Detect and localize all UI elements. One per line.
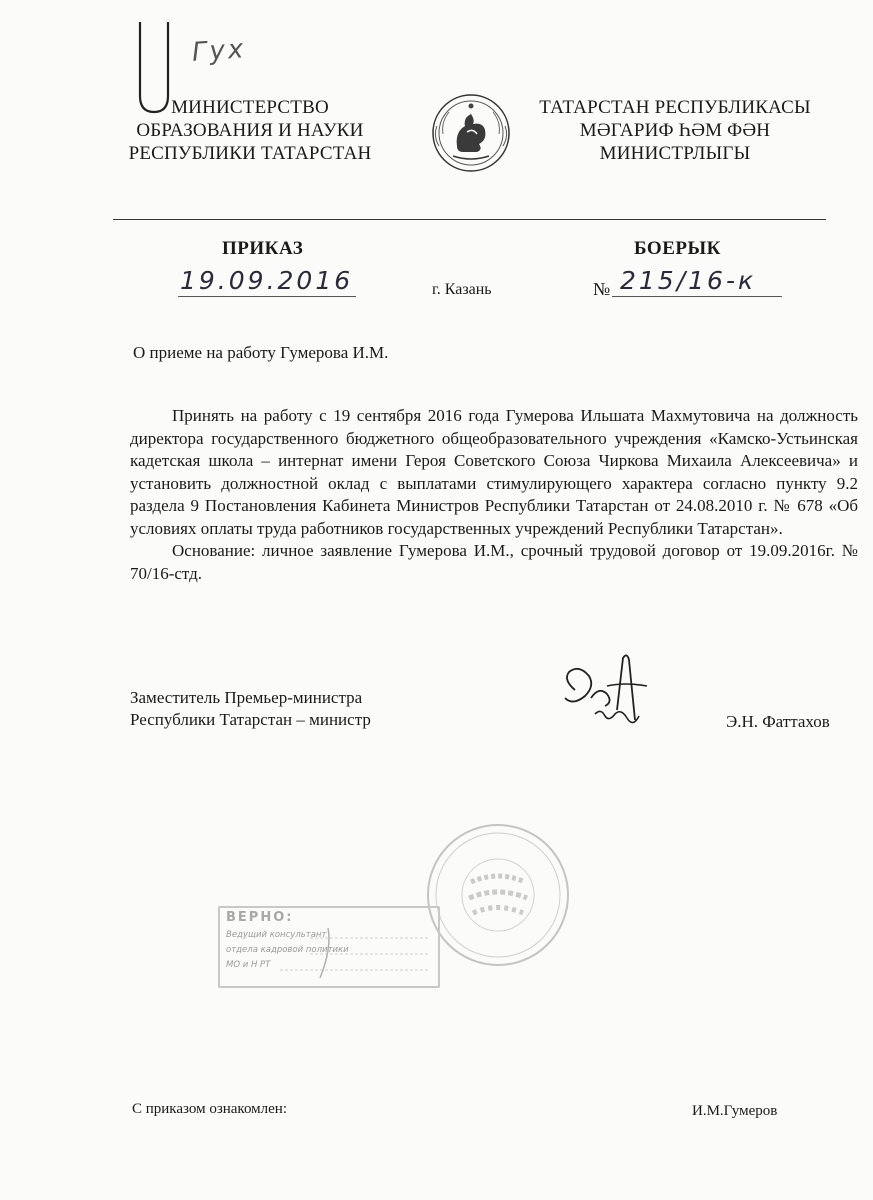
round-seal-icon <box>423 820 573 970</box>
ministry-ru-line: ОБРАЗОВАНИЯ И НАУКИ <box>136 120 364 141</box>
signatory-position-line: Заместитель Премьер-министра <box>130 688 363 707</box>
order-date-underline <box>178 296 356 297</box>
signatory-name: Э.Н. Фаттахов <box>726 712 830 731</box>
emblem <box>427 92 515 174</box>
order-paragraph: Принять на работу с 19 сентября 2016 года Гумерова Ильшата Махмутовича на должность директора государственного бюджетного общеобразовательного учреждения «Камско-Устьинская кадетская школа – интернат имени Героя Советского Союза Чиркова Михаила Алексеевича» и установить должностной оклад с выплатами стимулирующего характера согласно пункту 9.2 раздела 9 Постановления Кабинета Министров Республики Татарстан от 24.08.2010 г. № 678 «Об условиях оплаты труда работников государственных учреждений Республики Татарстан». <box>130 406 858 538</box>
header-divider <box>113 219 826 220</box>
stamp-line: МО и Н РТ <box>226 960 271 970</box>
ministry-tt-line: МИНИСТРЛЫГЫ <box>599 143 751 164</box>
stamp-title: ВЕРНО: <box>226 910 294 925</box>
ministry-name-tt <box>530 96 820 165</box>
order-date: 19.09.2016 <box>180 266 354 295</box>
order-number: 215/16-к <box>620 266 757 295</box>
order-title-ru: ПРИКАЗ <box>222 238 304 259</box>
acknowledgement-name: И.М.Гумеров <box>692 1103 778 1119</box>
order-number-label: № <box>593 279 611 299</box>
signature <box>555 650 665 740</box>
ministry-ru-line: МИНИСТЕРСТВО <box>171 97 329 118</box>
handwritten-signature-icon <box>555 650 665 740</box>
signatory-position <box>130 687 371 731</box>
order-body <box>130 405 858 585</box>
order-title-tt: БОЕРЫК <box>634 238 721 259</box>
order-city: г. Казань <box>432 281 492 298</box>
stamp-line: отдела кадровой политики <box>226 945 349 955</box>
ministry-name-ru <box>120 96 380 165</box>
ministry-tt-line: МӘГАРИФ ҺӘМ ФӘН <box>579 120 771 141</box>
round-seal <box>423 820 573 970</box>
certification-stamp <box>218 906 440 988</box>
stamp-marks-icon <box>220 908 438 986</box>
order-paragraph: Основание: личное заявление Гумерова И.М., срочный трудовой договор от 19.09.2016г. № 70/16-стд. <box>130 541 858 583</box>
ministry-tt-line: ТАТАРСТАН РЕСПУБЛИКАСЫ <box>539 97 811 118</box>
acknowledgement-label: С приказом ознакомлен: <box>132 1101 288 1117</box>
corner-handwriting: Гух <box>191 34 248 68</box>
ministry-ru-line: РЕСПУБЛИКИ ТАТАРСТАН <box>128 143 372 164</box>
stamp-line: Ведущий консультант <box>226 930 327 940</box>
signatory-position-line: Республики Татарстан – министр <box>130 710 371 729</box>
order-subject: О приеме на работу Гумерова И.М. <box>133 343 389 362</box>
tatarstan-coat-of-arms-icon <box>427 92 515 174</box>
order-number-underline <box>612 296 782 297</box>
